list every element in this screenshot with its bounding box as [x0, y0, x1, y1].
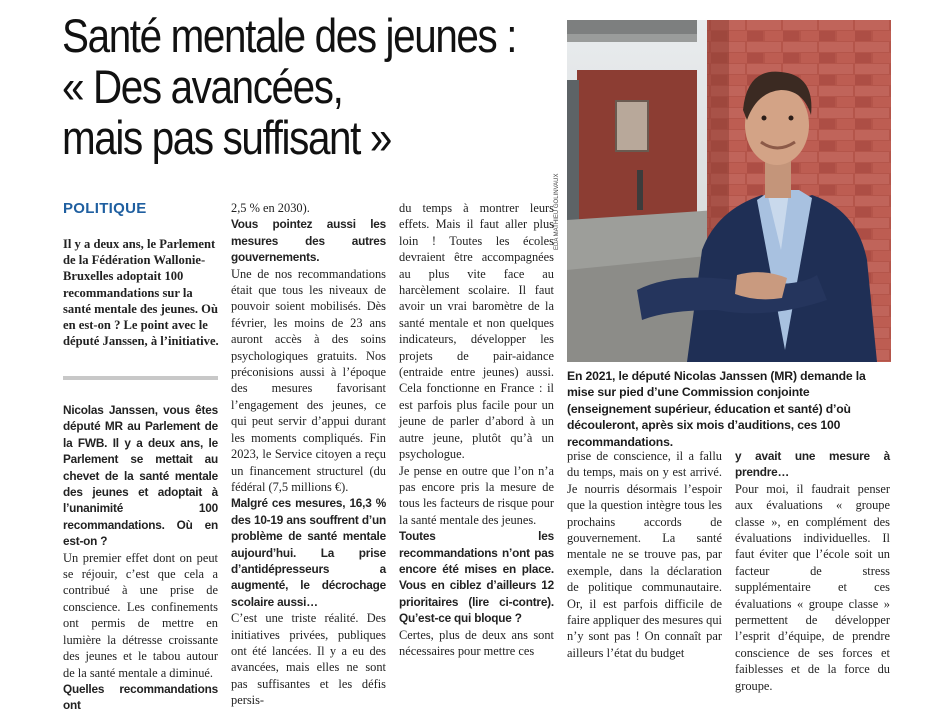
question: Nicolas Janssen, vous êtes député MR au Parlement de la FWB. Il y a deux ans, le Parlement se mettait au chevet de la santé mentale des jeunes et adoptait à l’unanimité 100 recommandations. Où en est-on ?: [63, 403, 218, 549]
photo-caption: En 2021, le député Nicolas Janssen (MR) demande la mise sur pied d’une Commission conjointe (enseignement supérieur, éducation et santé) d’où découleront, après six mois d’auditions, ces 100 recommandations.: [567, 369, 866, 449]
lead-paragraph: Il y a deux ans, le Parlement de la Fédération Wallonie-Bruxelles adoptait 100 recommandations sur la santé mentale des jeunes. Où en est-on ? Le point avec le député Janssen, à l’initiative.: [63, 237, 219, 349]
answer: C’est une triste réalité. Des initiatives privées, publiques ont été lancées. Il y a eu des avancées, mais elles ne sont pas suffisantes et les défis persis-: [231, 611, 386, 708]
question: Malgré ces mesures, 16,3 % des 10-19 ans souffrent d’un problème de santé mentale aujourd’hui. La prise d’antidépresseurs a augmenté, le décrochage scolaire aussi…: [231, 496, 386, 609]
answer: 2,5 % en 2030).: [231, 201, 310, 215]
answer: Certes, plus de deux ans sont nécessaires pour mettre ces: [399, 627, 554, 658]
article-column-4: [567, 448, 722, 661]
article-column-1: [63, 402, 218, 714]
question: Vous pointez aussi les mesures des autres gouvernements.: [231, 217, 386, 265]
section-rubric: POLITIQUE: [63, 200, 147, 217]
headline-line-1: Santé mentale des jeunes :: [62, 9, 517, 62]
photo-credit: EDA MATHIEU GOLINVAUX: [554, 173, 560, 250]
answer: Pour moi, il faudrait penser aux évaluations « groupe classe », en complément des évaluations individuelles. Il faut éviter que l’école soit un facteur de stress supplémentaire et ces évaluations « groupe classe » permettent de développer l’esprit d’équipe, de prendre conscience de ses forces et faiblesses et de la force du groupe.: [735, 481, 890, 693]
headline: [62, 9, 517, 164]
portrait-illustration: [567, 20, 891, 362]
answer: Un premier effet dont on peut se réjouir, c’est que cela a contribué à une prise de conscience. Les confinements ont permis de mettre en lumière la détresse croissante des jeunes et le tabou autour de la santé mentale a diminué.: [63, 550, 218, 680]
article-column-2: [231, 200, 386, 709]
lead-divider: [63, 376, 218, 380]
article-column-3: [399, 200, 554, 659]
question: y avait une mesure à prendre…: [735, 449, 890, 480]
article-column-5: [735, 448, 890, 694]
question: Quelles recommandations ont: [63, 681, 218, 713]
portrait-photo: [567, 20, 891, 362]
answer: Je pense en outre que l’on n’a pas encore pris la mesure de tous les facteurs de risque pour la santé mentale des jeunes.: [399, 463, 554, 527]
headline-line-2: « Des avancées,: [62, 60, 343, 113]
answer: Une de nos recommandations était que tous les niveaux de pouvoir soient mobilisés. Dès février, les moins de 23 ans auront accès à des soins psychologiques gratuits. Nos préconisions aussi à l’époque des mesures favorisant l’engagement des jeunes, ce qui peut servir d’appui durant les moments compliqués. Fin 2023, le Service citoyen a reçu un financement structurel (du fédéral (7,5 millions €).: [231, 266, 386, 494]
headline-line-3: mais pas suffisant »: [62, 111, 391, 164]
answer: prise de conscience, il a fallu du temps, mais on y est arrivé. Je nourris désormais l’espoir que la question intègre tous les prochains accords de gouvernement. La santé mentale ne se trouve pas, par exemple, dans la déclaration de politique communautaire. Or, il est parfois difficile de faire appliquer des mesures qui n’y sont pas ! On connaît par ailleurs l’état du budget: [567, 449, 722, 660]
question: Toutes les recommandations n’ont pas encore été mises en place. Vous en ciblez d’ailleurs 12 prioritaires (lire ci-contre). Qu’est-ce qui bloque ?: [399, 529, 554, 626]
answer: du temps à montrer leurs effets. Mais il faut aller plus loin ! Toutes les écoles devraient être accompagnées au plus vite face au harcèlement scolaire. Il faut avoir un vrai baromètre de la santé mentale et non quelques indicateurs, développer les projets de pair-aidance (entraide entre jeunes) aussi. Cela fonctionne en France : il est parfois plus facile pour un jeune de parler d’abord à un autre jeune, plutôt qu’à un psychologue.: [399, 201, 554, 462]
